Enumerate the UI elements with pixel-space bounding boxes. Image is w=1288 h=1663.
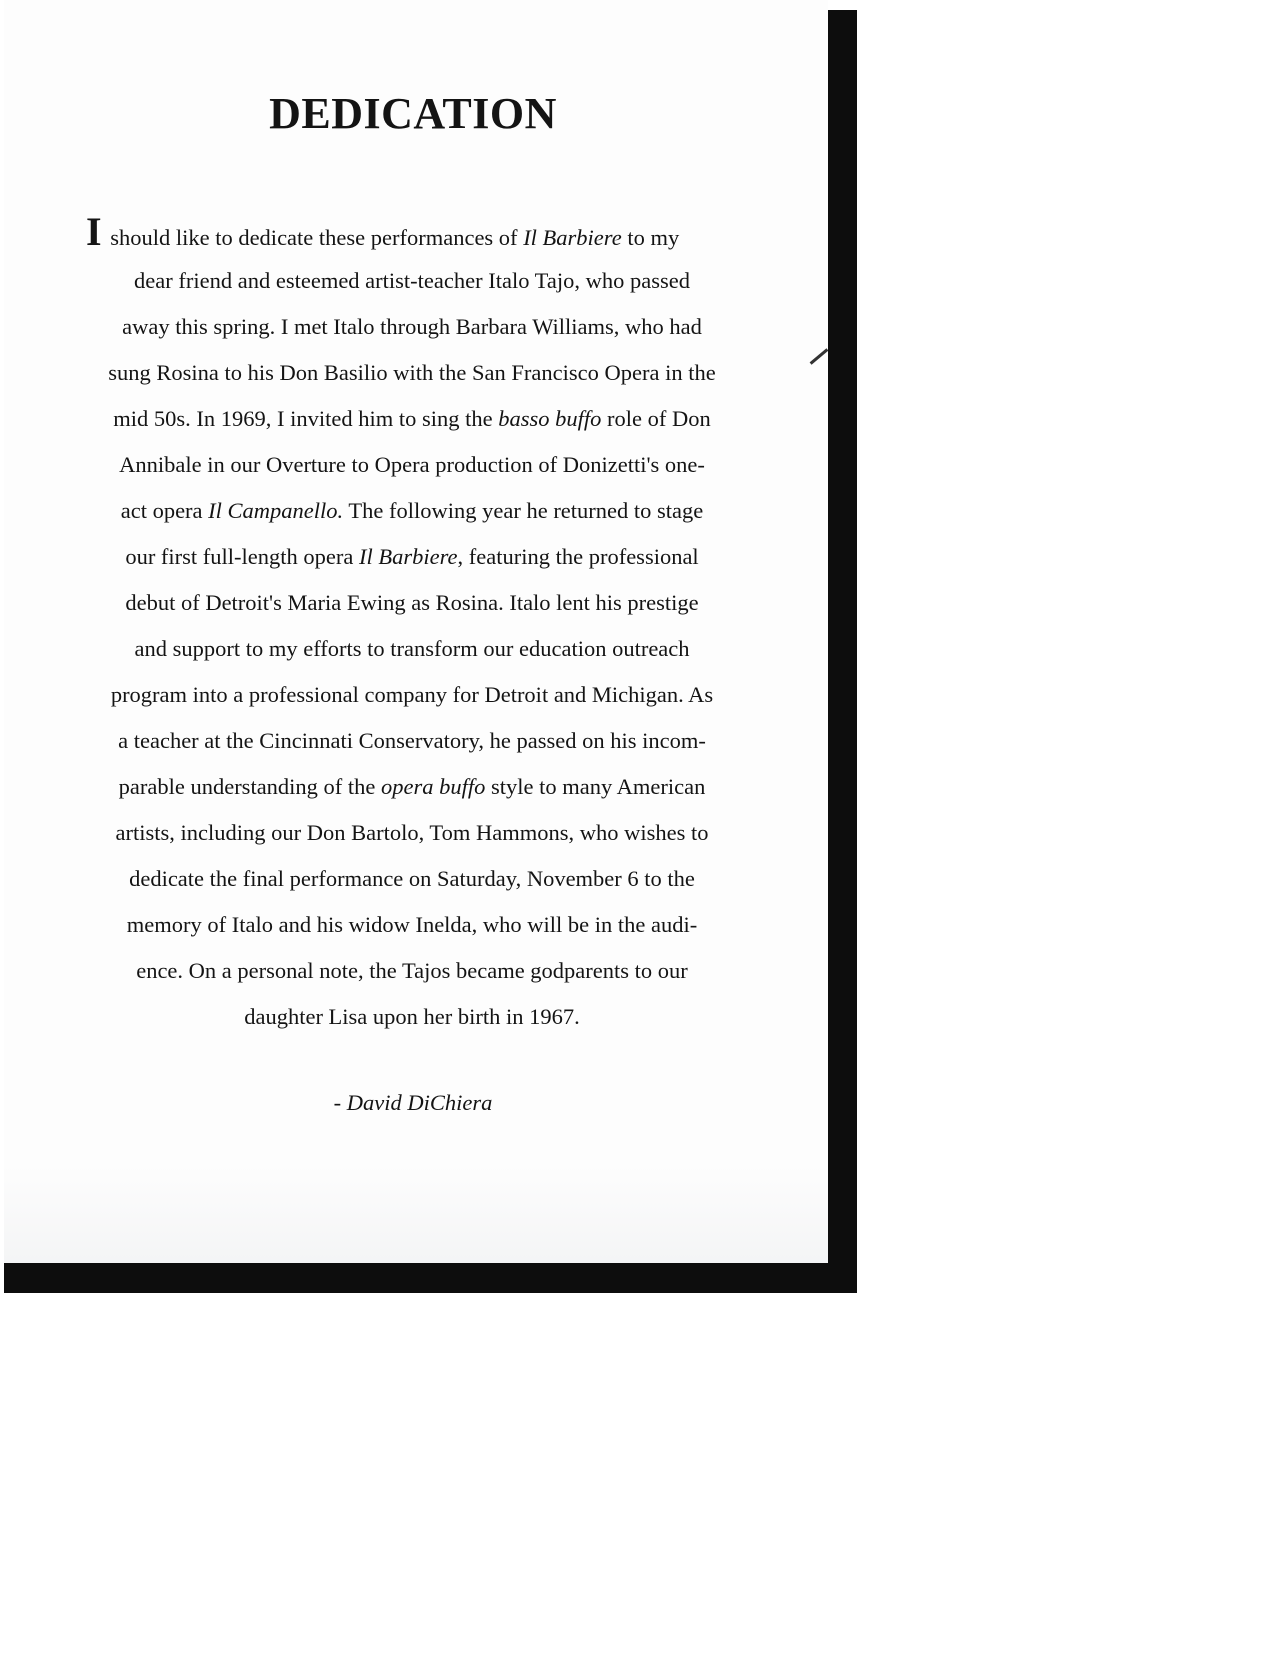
text-segment: artists, including our Don Bartolo, Tom Hammons, who wishes to: [115, 820, 709, 845]
text-segment: daughter Lisa upon her birth in 1967.: [244, 1004, 580, 1029]
text-segment: The following year he returned to stage: [343, 498, 704, 523]
text-segment: parable understanding of the: [118, 774, 382, 799]
text-segment: a teacher at the Cincinnati Conservatory, he passed on his incom-: [118, 728, 706, 753]
text-line: [78, 488, 746, 534]
text-line: [78, 626, 746, 672]
text-segment: our first full-length opera: [125, 544, 359, 569]
drop-cap: I: [86, 209, 102, 254]
text-line: [78, 672, 746, 718]
text-line: [78, 810, 746, 856]
text-line: [78, 350, 746, 396]
text-line: [78, 442, 746, 488]
signature: - David DiChiera: [333, 1090, 493, 1115]
italic-text: Il Barbiere: [523, 225, 622, 250]
text-segment: mid 50s. In 1969, I invited him to sing the: [113, 406, 499, 431]
text-line: [78, 534, 746, 580]
text-segment: , featuring the professional: [457, 544, 699, 569]
text-line: [78, 902, 746, 948]
text-line: [78, 718, 746, 764]
text-segment: dedicate the final performance on Saturday, November 6 to the: [129, 866, 695, 891]
italic-text: Il Barbiere: [359, 544, 458, 569]
text-segment: to my: [621, 225, 680, 250]
text-line: [78, 948, 746, 994]
text-segment: Annibale in our Overture to Opera production of Donizetti's one-: [119, 452, 705, 477]
text-segment: dear friend and esteemed artist-teacher Italo Tajo, who passed: [134, 268, 690, 293]
text-line: [78, 856, 746, 902]
text-line: [78, 994, 746, 1040]
text-line: [78, 764, 746, 810]
dedication-text: [78, 209, 746, 1040]
page-shadow-right: [828, 10, 857, 1293]
italic-text: Il Campanello.: [208, 498, 344, 523]
text-line: [78, 304, 746, 350]
page-title: DEDICATION: [269, 89, 557, 138]
text-line: [78, 258, 746, 304]
text-segment: away this spring. I met Italo through Barbara Williams, who had: [122, 314, 702, 339]
text-line: [78, 580, 746, 626]
page-shadow-bottom: [4, 1263, 857, 1293]
text-line: [78, 209, 746, 258]
text-segment: should like to dedicate these performances of: [104, 225, 524, 250]
text-segment: ence. On a personal note, the Tajos became godparents to our: [136, 958, 688, 983]
italic-text: opera buffo: [381, 774, 486, 799]
text-segment: and support to my efforts to transform our education outreach: [134, 636, 690, 661]
text-segment: style to many American: [485, 774, 706, 799]
text-segment: act opera: [120, 498, 209, 523]
text-segment: memory of Italo and his widow Inelda, who will be in the audi-: [126, 912, 698, 937]
text-line: [78, 396, 746, 442]
italic-text: basso buffo: [498, 406, 602, 431]
text-segment: debut of Detroit's Maria Ewing as Rosina. Italo lent his prestige: [125, 590, 699, 615]
text-segment: sung Rosina to his Don Basilio with the San Francisco Opera in the: [108, 360, 716, 385]
text-segment: role of Don: [601, 406, 711, 431]
text-segment: program into a professional company for Detroit and Michigan. As: [110, 682, 714, 707]
